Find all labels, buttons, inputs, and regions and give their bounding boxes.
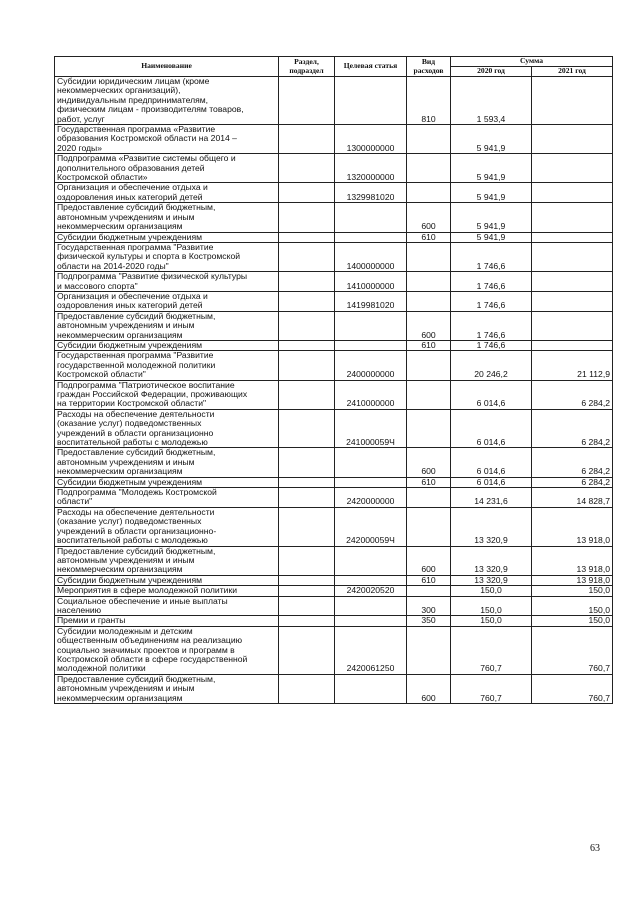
row-sum-2021: 13 918,0: [532, 507, 613, 546]
row-sum-2020: 5 941,9: [451, 232, 532, 242]
row-name: Расходы на обеспечение деятельности (оказание услуг) подведомственных учреждений в области организационно воспитательной работы с молодежью: [55, 409, 279, 448]
row-expense: 610: [407, 340, 451, 350]
row-sum-2020: 20 246,2: [451, 351, 532, 380]
row-target: 1400000000: [335, 242, 407, 271]
row-name: Государственная программа "Развитие государственной молодежной политики Костромской области": [55, 351, 279, 380]
table-row: [55, 596, 613, 616]
row-sum-2020: 760,7: [451, 626, 532, 674]
row-name: Расходы на обеспечение деятельности (оказание услуг) подведомственных учреждений в области организационно- воспитательной работы с молодежью: [55, 507, 279, 546]
row-name: Предоставление субсидий бюджетным, автономным учреждениям и иным некоммерческим организациям: [55, 674, 279, 703]
row-expense: 610: [407, 477, 451, 487]
row-target: 1419981020: [335, 291, 407, 311]
row-name: Подпрограмма "Молодежь Костромской области": [55, 488, 279, 508]
row-name: Подпрограмма "Патриотическое воспитание граждан Российской Федерации, проживающих на территории Костромской области": [55, 380, 279, 409]
row-target: 2420020520: [335, 586, 407, 596]
row-section: [279, 340, 335, 350]
row-sum-2021: 6 284,2: [532, 477, 613, 487]
row-expense: 600: [407, 546, 451, 575]
row-sum-2020: 5 941,9: [451, 203, 532, 232]
table-row: [55, 340, 613, 350]
row-expense: [407, 154, 451, 183]
row-expense: [407, 488, 451, 508]
table-row: [55, 183, 613, 203]
table-row: [55, 626, 613, 674]
row-expense: 600: [407, 311, 451, 340]
row-sum-2020: 6 014,6: [451, 477, 532, 487]
row-section: [279, 507, 335, 546]
row-sum-2020: 6 014,6: [451, 409, 532, 448]
row-sum-2020: 150,0: [451, 616, 532, 626]
header-section: Раздел, подраздел: [279, 57, 335, 77]
table-row: [55, 507, 613, 546]
row-target: 1329981020: [335, 183, 407, 203]
row-sum-2021: 150,0: [532, 586, 613, 596]
table-row: [55, 409, 613, 448]
table-row: [55, 125, 613, 154]
row-sum-2021: 150,0: [532, 616, 613, 626]
row-expense: 600: [407, 203, 451, 232]
row-expense: 810: [407, 77, 451, 125]
row-target: 1300000000: [335, 125, 407, 154]
budget-table: [54, 56, 613, 704]
row-expense: [407, 183, 451, 203]
row-sum-2020: 1 746,6: [451, 242, 532, 271]
row-section: [279, 380, 335, 409]
row-section: [279, 488, 335, 508]
row-section: [279, 674, 335, 703]
row-name: Субсидии бюджетным учреждениям: [55, 575, 279, 585]
row-expense: [407, 272, 451, 292]
row-expense: [407, 242, 451, 271]
row-sum-2020: 1 746,6: [451, 291, 532, 311]
row-section: [279, 183, 335, 203]
row-section: [279, 272, 335, 292]
row-section: [279, 409, 335, 448]
row-name: Государственная программа "Развитие физической культуры и спорта в Костромской области на 2014-2020 годы": [55, 242, 279, 271]
header-target: Целевая статья: [335, 57, 407, 77]
row-target: [335, 77, 407, 125]
row-sum-2021: [532, 272, 613, 292]
row-name: Предоставление субсидий бюджетным, автономным учреждениям и иным некоммерческим организациям: [55, 546, 279, 575]
row-sum-2020: 1 593,4: [451, 77, 532, 125]
row-section: [279, 626, 335, 674]
row-sum-2021: 14 828,7: [532, 488, 613, 508]
row-sum-2021: [532, 77, 613, 125]
row-section: [279, 77, 335, 125]
row-sum-2020: 5 941,9: [451, 154, 532, 183]
row-section: [279, 448, 335, 477]
table-body: [55, 77, 613, 704]
table-row: [55, 203, 613, 232]
table-row: [55, 232, 613, 242]
row-expense: 610: [407, 232, 451, 242]
row-expense: [407, 291, 451, 311]
row-target: [335, 311, 407, 340]
row-name: Государственная программа «Развитие образования Костромской области на 2014 – 2020 годы»: [55, 125, 279, 154]
row-sum-2021: 150,0: [532, 596, 613, 616]
header-sum: Сумма: [451, 57, 613, 67]
row-expense: [407, 507, 451, 546]
row-sum-2020: 1 746,6: [451, 272, 532, 292]
row-sum-2020: 13 320,9: [451, 546, 532, 575]
row-sum-2021: 760,7: [532, 674, 613, 703]
row-expense: [407, 125, 451, 154]
row-name: Субсидии бюджетным учреждениям: [55, 232, 279, 242]
table-header-row: [55, 57, 613, 67]
row-sum-2020: 13 320,9: [451, 507, 532, 546]
header-name: Наименование: [55, 57, 279, 77]
row-section: [279, 242, 335, 271]
row-sum-2021: 6 284,2: [532, 380, 613, 409]
row-expense: 600: [407, 448, 451, 477]
row-name: Мероприятия в сфере молодежной политики: [55, 586, 279, 596]
row-sum-2021: [532, 242, 613, 271]
row-sum-2021: [532, 183, 613, 203]
row-expense: 350: [407, 616, 451, 626]
header-year-2020: 2020 год: [451, 67, 532, 77]
table-row: [55, 488, 613, 508]
table-row: [55, 380, 613, 409]
row-sum-2020: 14 231,6: [451, 488, 532, 508]
row-name: Организация и обеспечение отдыха и оздоровления иных категорий детей: [55, 183, 279, 203]
row-section: [279, 546, 335, 575]
row-name: Предоставление субсидий бюджетным, автономным учреждениям и иным некоммерческим организациям: [55, 311, 279, 340]
row-section: [279, 291, 335, 311]
table-row: [55, 575, 613, 585]
row-sum-2020: 5 941,9: [451, 125, 532, 154]
table-row: [55, 77, 613, 125]
row-sum-2020: 5 941,9: [451, 183, 532, 203]
row-target: [335, 575, 407, 585]
row-sum-2020: 13 320,9: [451, 575, 532, 585]
row-expense: [407, 409, 451, 448]
header-year-2021: 2021 год: [532, 67, 613, 77]
row-section: [279, 351, 335, 380]
table-row: [55, 242, 613, 271]
row-sum-2020: 6 014,6: [451, 380, 532, 409]
table-row: [55, 154, 613, 183]
row-expense: 300: [407, 596, 451, 616]
row-expense: [407, 586, 451, 596]
row-name: Субсидии бюджетным учреждениям: [55, 340, 279, 350]
row-sum-2021: 13 918,0: [532, 575, 613, 585]
row-sum-2021: [532, 203, 613, 232]
row-target: [335, 477, 407, 487]
row-name: Предоставление субсидий бюджетным, автономным учреждениям и иным некоммерческим организациям: [55, 448, 279, 477]
row-expense: 610: [407, 575, 451, 585]
row-section: [279, 203, 335, 232]
row-target: [335, 203, 407, 232]
row-target: [335, 616, 407, 626]
row-expense: [407, 380, 451, 409]
row-section: [279, 616, 335, 626]
table-row: [55, 291, 613, 311]
table-row: [55, 546, 613, 575]
table-row: [55, 586, 613, 596]
row-sum-2020: 1 746,6: [451, 311, 532, 340]
row-sum-2021: 6 284,2: [532, 409, 613, 448]
table-row: [55, 616, 613, 626]
row-name: Премии и гранты: [55, 616, 279, 626]
table-row: [55, 311, 613, 340]
row-name: Субсидии молодежным и детским общественным объединениям на реализацию социально значимых проектов и программ в Костромской области в сфере государственной молодежной политики: [55, 626, 279, 674]
row-target: [335, 340, 407, 350]
table-row: [55, 351, 613, 380]
row-target: [335, 674, 407, 703]
page-number: 63: [590, 843, 600, 854]
row-section: [279, 311, 335, 340]
row-section: [279, 586, 335, 596]
row-sum-2021: [532, 311, 613, 340]
row-sum-2021: [532, 340, 613, 350]
row-sum-2021: [532, 291, 613, 311]
table-row: [55, 674, 613, 703]
row-name: Субсидии бюджетным учреждениям: [55, 477, 279, 487]
row-name: Предоставление субсидий бюджетным, автономным учреждениям и иным некоммерческим организациям: [55, 203, 279, 232]
row-expense: [407, 626, 451, 674]
row-name: Подпрограмма "Развитие физической культуры и массового спорта": [55, 272, 279, 292]
row-sum-2020: 6 014,6: [451, 448, 532, 477]
row-section: [279, 125, 335, 154]
row-sum-2020: 1 746,6: [451, 340, 532, 350]
row-sum-2021: [532, 232, 613, 242]
row-expense: 600: [407, 674, 451, 703]
row-sum-2021: 13 918,0: [532, 546, 613, 575]
row-sum-2021: 760,7: [532, 626, 613, 674]
row-section: [279, 154, 335, 183]
row-target: 1320000000: [335, 154, 407, 183]
row-target: [335, 596, 407, 616]
row-target: 2410000000: [335, 380, 407, 409]
row-target: [335, 546, 407, 575]
row-name: Социальное обеспечение и иные выплаты населению: [55, 596, 279, 616]
row-target: 241000059Ч: [335, 409, 407, 448]
row-sum-2021: [532, 154, 613, 183]
table-row: [55, 272, 613, 292]
row-section: [279, 575, 335, 585]
table-row: [55, 448, 613, 477]
row-sum-2021: [532, 125, 613, 154]
row-section: [279, 232, 335, 242]
header-expense: Вид расходов: [407, 57, 451, 77]
row-target: 1410000000: [335, 272, 407, 292]
row-target: 2400000000: [335, 351, 407, 380]
row-name: Субсидии юридическим лицам (кроме некоммерческих организаций), индивидуальным предпринимателям, физическим лицам - производителям товаров, работ, услуг: [55, 77, 279, 125]
row-section: [279, 477, 335, 487]
row-sum-2020: 150,0: [451, 586, 532, 596]
row-target: [335, 448, 407, 477]
table-row: [55, 477, 613, 487]
row-target: [335, 232, 407, 242]
row-section: [279, 596, 335, 616]
row-sum-2021: 21 112,9: [532, 351, 613, 380]
row-expense: [407, 351, 451, 380]
row-name: Подпрограмма «Развитие системы общего и дополнительного образования детей Костромской области»: [55, 154, 279, 183]
row-sum-2021: 6 284,2: [532, 448, 613, 477]
row-target: 242000059Ч: [335, 507, 407, 546]
row-target: 2420061250: [335, 626, 407, 674]
row-name: Организация и обеспечение отдыха и оздоровления иных категорий детей: [55, 291, 279, 311]
row-sum-2020: 760,7: [451, 674, 532, 703]
row-sum-2020: 150,0: [451, 596, 532, 616]
row-target: 2420000000: [335, 488, 407, 508]
